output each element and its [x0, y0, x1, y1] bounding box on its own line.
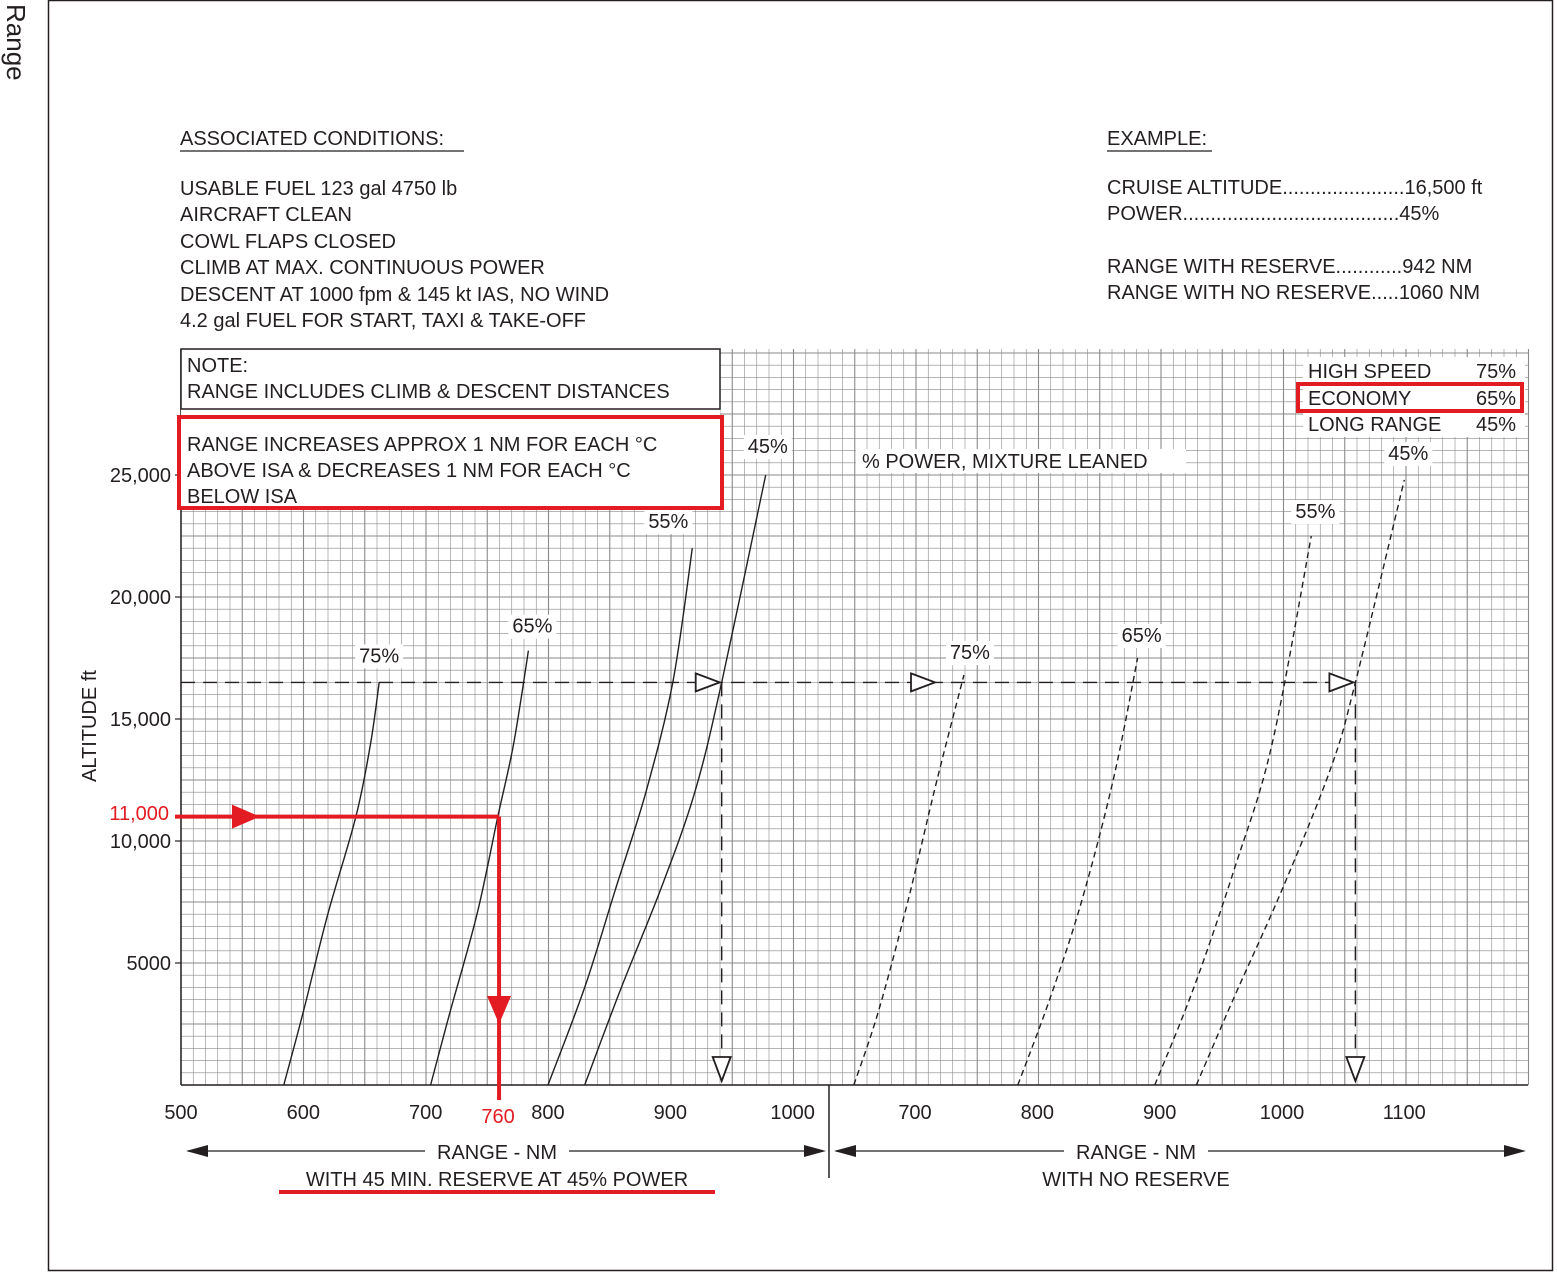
isa-line: RANGE INCREASES APPROX 1 NM FOR EACH °C — [187, 434, 658, 456]
example-construction — [181, 673, 1364, 1081]
curve-label-no_reserve-75pct: 75% — [949, 642, 990, 665]
isa-line: ABOVE ISA & DECREASES 1 NM FOR EACH °C — [187, 460, 631, 482]
example-block — [1107, 128, 1483, 304]
note-background — [181, 349, 720, 507]
curve-with_reserve-65pct — [431, 651, 529, 1085]
curve-label-no_reserve-65pct: 65% — [1121, 625, 1162, 647]
example-heading: EXAMPLE: — [1107, 128, 1208, 150]
x-tick-label-no_reserve: 1100 — [1382, 1102, 1426, 1124]
associated-conditions — [180, 128, 609, 332]
axis-titles — [186, 1085, 1526, 1192]
right-range-subtitle: WITH NO RESERVE — [1042, 1169, 1230, 1191]
example-arrow-right — [911, 673, 935, 691]
legend-name-long-range: LONG RANGE — [1308, 414, 1442, 436]
condition-line: COWL FLAPS CLOSED — [180, 231, 396, 253]
condition-line: 4.2 gal FUEL FOR START, TAXI & TAKE-OFF — [180, 310, 587, 332]
side-title: Range — [1, 4, 31, 81]
curve-label-no_reserve-45pct: 45% — [1388, 442, 1429, 465]
y-tick-label: 20,000 — [109, 587, 171, 609]
curve-label-with_reserve-75pct: 75% — [359, 645, 400, 668]
condition-line: USABLE FUEL 123 gal 4750 lb — [180, 178, 458, 200]
curve-no_reserve-55pct — [1155, 536, 1312, 1085]
right-range-arrowhead-right — [1504, 1145, 1526, 1157]
power-legend — [1298, 357, 1525, 437]
legend-value-high-speed: 75% — [1475, 361, 1516, 383]
y-tick-label: 15,000 — [109, 709, 171, 731]
left-range-arrowhead-right — [804, 1145, 826, 1157]
left-range-title: RANGE - NM — [437, 1142, 557, 1164]
curve-label-no_reserve-55pct: 55% — [1295, 501, 1336, 523]
condition-line: AIRCRAFT CLEAN — [180, 204, 352, 226]
curve-label-with_reserve-45pct: 45% — [747, 436, 788, 458]
isa-line: BELOW ISA — [187, 486, 298, 508]
condition-line: DESCENT AT 1000 fpm & 145 kt IAS, NO WIND — [180, 284, 610, 306]
x-tick-label-with_reserve: 800 — [531, 1102, 565, 1124]
legend-value-long-range: 45% — [1475, 414, 1516, 436]
y-tick-label: 25,000 — [109, 465, 171, 487]
y-tick-label: 10,000 — [109, 831, 171, 853]
legend-name-high-speed: HIGH SPEED — [1308, 361, 1432, 383]
example-line: RANGE WITH RESERVE............942 NM — [1107, 256, 1473, 278]
left-range-arrowhead-left — [186, 1145, 208, 1157]
example-line: CRUISE ALTITUDE......................16,500 ft — [1107, 177, 1483, 199]
curve-label-with_reserve-55pct: 55% — [648, 511, 689, 534]
highlight-arrow-down — [487, 996, 511, 1024]
highlight-arrow-right — [232, 805, 260, 829]
curve-no_reserve-65pct — [1018, 658, 1138, 1085]
highlight-range-label: 760 — [481, 1106, 515, 1128]
example-line: RANGE WITH NO RESERVE.....1060 NM — [1107, 282, 1481, 304]
y-tick-label: 5000 — [126, 953, 171, 975]
right-range-arrowhead-left — [834, 1145, 856, 1157]
x-tick-label-with_reserve: 1000 — [770, 1102, 815, 1124]
x-tick-label-with_reserve: 700 — [408, 1102, 443, 1124]
example-arrow-down — [713, 1057, 731, 1081]
legend-name-economy: ECONOMY — [1308, 388, 1412, 410]
x-tick-label-no_reserve: 1000 — [1259, 1102, 1305, 1124]
condition-line: CLIMB AT MAX. CONTINUOUS POWER — [180, 257, 545, 279]
example-arrow-down — [1346, 1057, 1364, 1081]
right-range-title: RANGE - NM — [1076, 1142, 1196, 1164]
note-box — [179, 349, 722, 508]
curve-no_reserve-45pct — [1196, 480, 1404, 1085]
x-tick-label-with_reserve: 900 — [653, 1102, 688, 1124]
x-tick-label-with_reserve: 600 — [286, 1102, 321, 1124]
mixture-label: % POWER, MIXTURE LEANED — [862, 451, 1148, 473]
left-range-subtitle: WITH 45 MIN. RESERVE AT 45% POWER — [305, 1169, 689, 1191]
conditions-heading: ASSOCIATED CONDITIONS: — [180, 128, 445, 150]
y-axis-title: ALTITUDE ft — [79, 670, 101, 782]
x-tick-label-no_reserve: 700 — [898, 1102, 932, 1124]
x-tick-label-with_reserve: 500 — [164, 1102, 198, 1124]
x-tick-label-no_reserve: 800 — [1020, 1102, 1055, 1124]
highlight-altitude-label: 11,000 — [109, 803, 169, 825]
note-line: RANGE INCLUDES CLIMB & DESCENT DISTANCES — [187, 381, 670, 403]
curve-label-with_reserve-65pct: 65% — [512, 615, 553, 638]
legend-value-economy: 65% — [1475, 388, 1516, 410]
example-arrow-right — [1329, 673, 1353, 691]
x-tick-label-no_reserve: 900 — [1142, 1102, 1177, 1124]
example-line: POWER.......................................45% — [1107, 203, 1440, 225]
note-title: NOTE: — [187, 355, 249, 377]
